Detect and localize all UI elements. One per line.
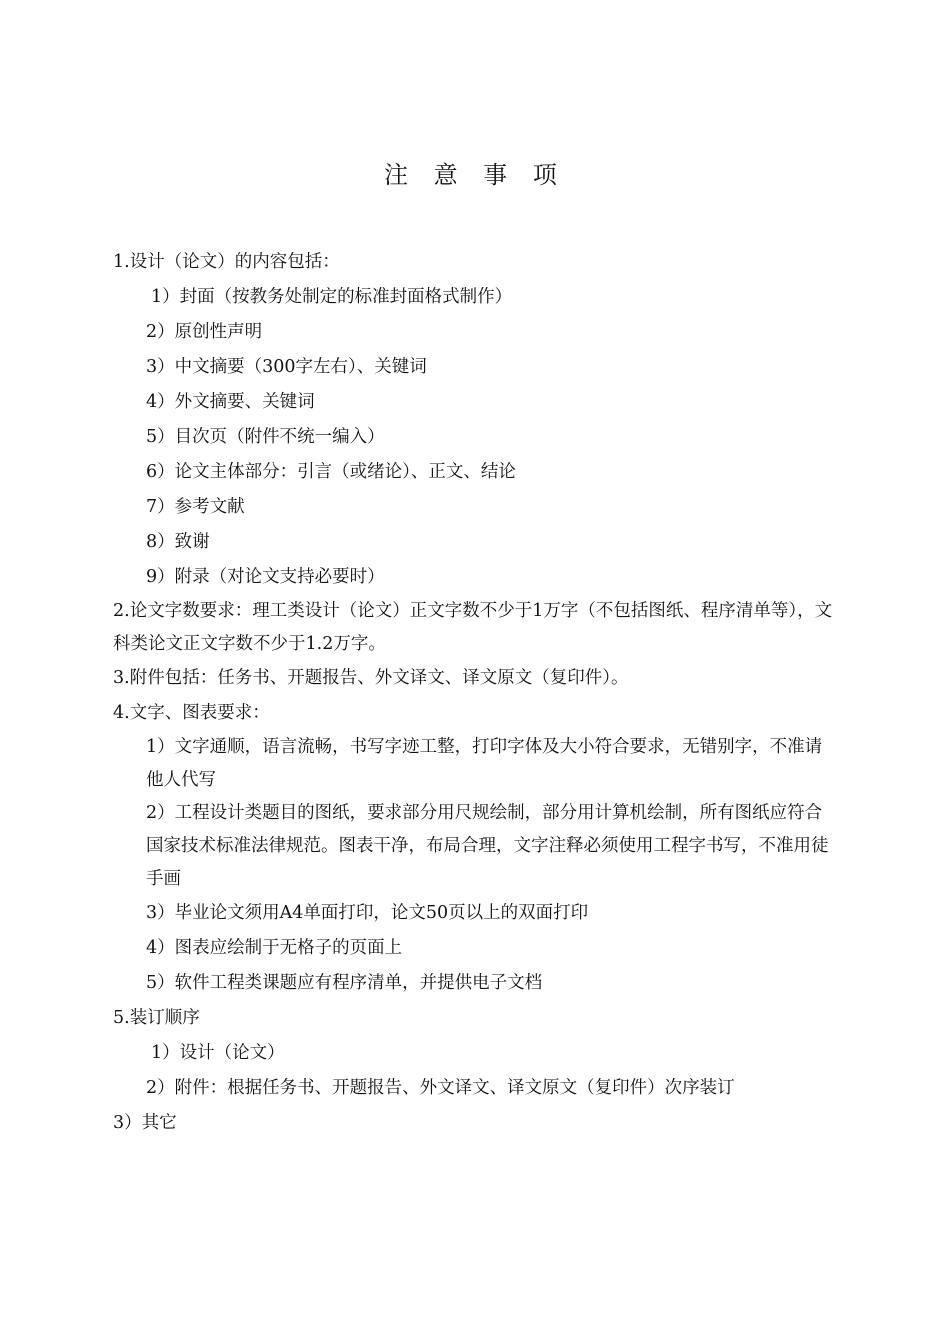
list-item: 1）文字通顺，语言流畅，书写字迹工整，打印字体及大小符合要求，无错别字，不准请他人代写 xyxy=(146,737,823,790)
section-3-text: 3.附件包括：任务书、开题报告、外文译文、译文原文（复印件）。 xyxy=(113,668,629,688)
list-item: 6）论文主体部分：引言（或绪论）、正文、结论 xyxy=(146,462,516,482)
list-item: 2）附件：根据任务书、开题报告、外文译文、译文原文（复印件）次序装订 xyxy=(146,1078,735,1098)
section-2-text: 2.论文字数要求：理工类设计（论文）正文字数不少于1万字（不包括图纸、程序清单等），文科类论文正文字数不少于1.2万字。 xyxy=(113,601,833,654)
list-item: 4）图表应绘制于无格子的页面上 xyxy=(146,938,403,958)
section-5-heading: 5.装订顺序 xyxy=(113,1008,200,1028)
section-1-heading: 1.设计（论文）的内容包括： xyxy=(113,252,340,272)
list-item: 2）工程设计类题目的图纸，要求部分用尺规绘制，部分用计算机绘制，所有图纸应符合国家技术标准法律规范。图表干净，布局合理，文字注释必须使用工程字书写，不准用徒手画 xyxy=(146,803,829,889)
list-item: 5）软件工程类课题应有程序清单，并提供电子文档 xyxy=(146,973,543,993)
list-item: 3）其它 xyxy=(113,1113,177,1133)
list-item: 1）设计（论文） xyxy=(151,1043,285,1063)
list-item: 2）原创性声明 xyxy=(146,322,263,342)
list-item: 8）致谢 xyxy=(146,532,210,552)
list-item: 4）外文摘要、关键词 xyxy=(146,392,315,412)
list-item: 9）附录（对论文支持必要时） xyxy=(146,567,385,587)
list-item: 7）参考文献 xyxy=(146,497,245,517)
page-title: 注 意 事 项 xyxy=(384,161,566,189)
list-item: 5）目次页（附件不统一编入） xyxy=(146,427,385,447)
section-4-heading: 4.文字、图表要求： xyxy=(113,703,270,723)
list-item: 1）封面（按教务处制定的标准封面格式制作） xyxy=(151,287,513,307)
notice-content xyxy=(113,245,838,1141)
list-item: 3）中文摘要（300字左右）、关键词 xyxy=(146,357,427,377)
list-item: 3）毕业论文须用A4单面打印，论文50页以上的双面打印 xyxy=(146,903,589,923)
